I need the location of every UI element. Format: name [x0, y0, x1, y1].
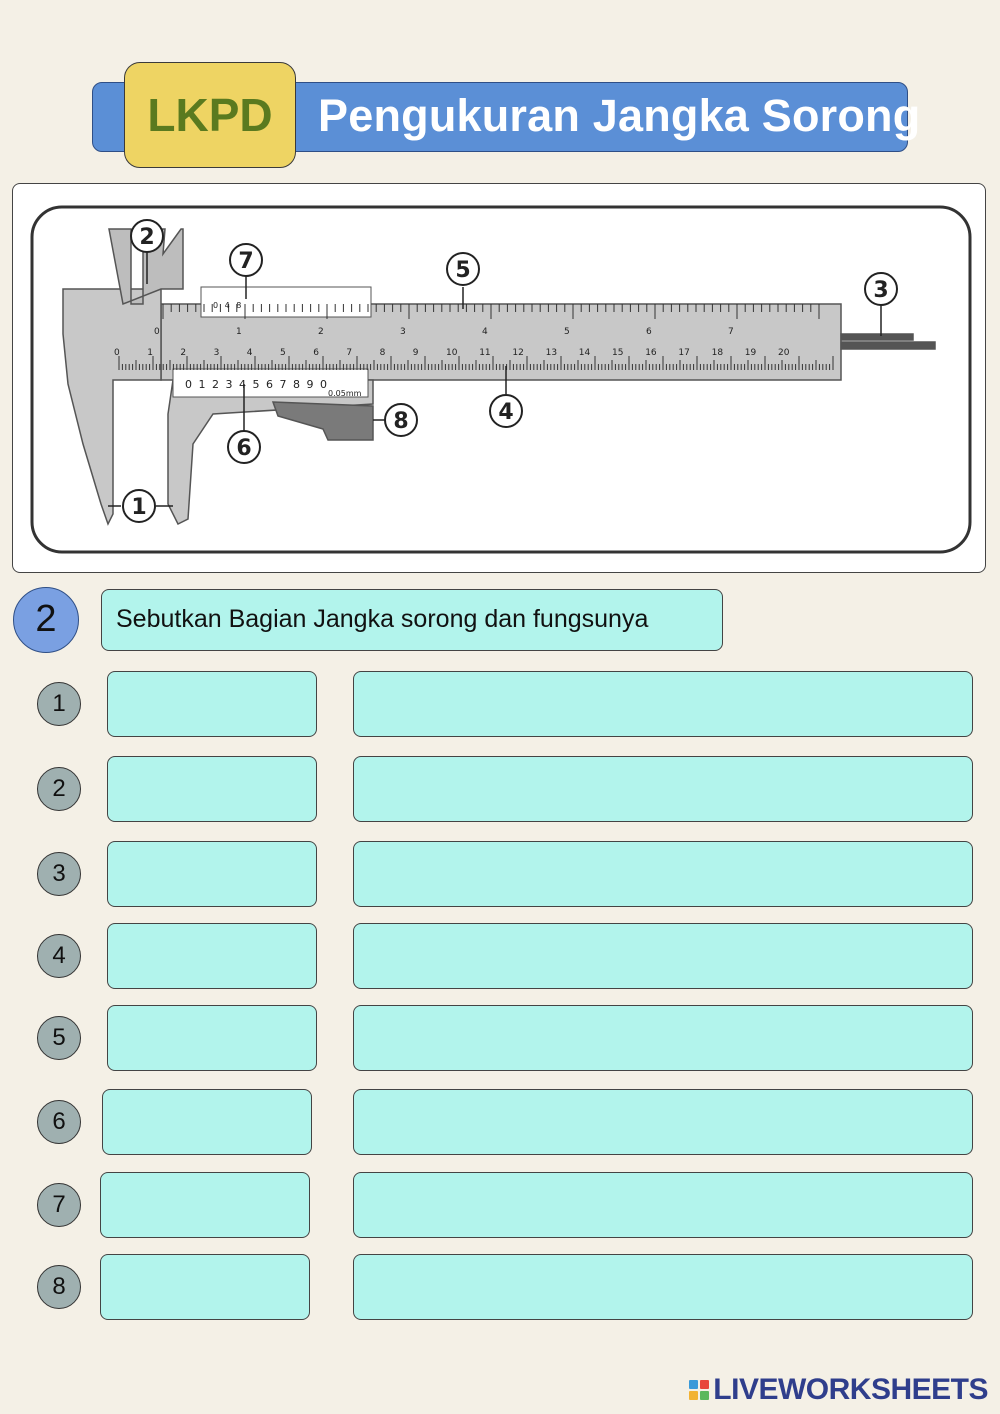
- vernier-top-label: 0 4 8: [213, 301, 244, 310]
- vernier-caliper-diagram: [13, 184, 985, 572]
- bottom-scale-label: 9: [412, 348, 419, 358]
- bottom-scale-label: 11: [479, 348, 491, 358]
- row-number-1: 1: [37, 682, 81, 726]
- part-name-input-6[interactable]: [102, 1089, 312, 1155]
- row-number-7: 7: [37, 1183, 81, 1227]
- bottom-scale-label: 10: [446, 348, 458, 358]
- bottom-scale-label: 3: [213, 348, 220, 358]
- question-number: 2: [13, 587, 79, 653]
- bottom-scale-label: 6: [313, 348, 319, 358]
- callout-7: [230, 244, 262, 276]
- bottom-scale-label: 17: [678, 348, 690, 358]
- part-function-input-7[interactable]: [353, 1172, 973, 1238]
- depth-rod: [841, 334, 913, 340]
- part-function-input-2[interactable]: [353, 756, 973, 822]
- svg-text:1: 1: [131, 495, 147, 520]
- part-function-input-1[interactable]: [353, 671, 973, 737]
- svg-text:5: 5: [455, 258, 471, 283]
- bottom-scale-label: 14: [578, 348, 591, 358]
- row-number-4: 4: [37, 934, 81, 978]
- liveworksheets-brand: [689, 1372, 988, 1408]
- svg-text:6: 6: [236, 436, 252, 461]
- top-scale-label: 6: [646, 327, 652, 337]
- top-scale-label: 2: [318, 327, 324, 337]
- liveworksheets-logo-icon: [689, 1380, 709, 1400]
- callout-6: [228, 431, 260, 463]
- part-function-input-6[interactable]: [353, 1089, 973, 1155]
- svg-text:8: 8: [393, 409, 409, 434]
- part-name-input-8[interactable]: [100, 1254, 310, 1320]
- callout-5: [447, 253, 479, 285]
- part-name-input-5[interactable]: [107, 1005, 317, 1071]
- bottom-scale-label: 4: [246, 348, 253, 358]
- row-number-5: 5: [37, 1016, 81, 1060]
- part-name-input-2[interactable]: [107, 756, 317, 822]
- callout-2: [131, 220, 163, 252]
- bottom-scale-label: 0: [114, 348, 120, 358]
- bottom-scale-label: 8: [379, 348, 386, 358]
- part-name-input-3[interactable]: [107, 841, 317, 907]
- top-scale-label: 7: [728, 327, 734, 337]
- part-function-input-4[interactable]: [353, 923, 973, 989]
- bottom-scale-label: 19: [744, 348, 757, 358]
- bottom-scale-label: 2: [180, 348, 187, 358]
- row-number-2: 2: [37, 767, 81, 811]
- top-scale-label: 3: [400, 327, 406, 337]
- bottom-scale-label: 12: [512, 348, 524, 358]
- part-name-input-4[interactable]: [107, 923, 317, 989]
- caliper-image-panel: [12, 183, 986, 573]
- top-scale-label: 0: [154, 327, 160, 337]
- bottom-scale-label: 7: [346, 348, 353, 358]
- callout-8: [385, 404, 417, 436]
- callout-3: [865, 273, 897, 305]
- part-function-input-3[interactable]: [353, 841, 973, 907]
- question-text: Sebutkan Bagian Jangka sorong dan fungsunya: [101, 589, 723, 651]
- bottom-scale-label: 16: [645, 348, 657, 358]
- precision-label: 0.05mm: [328, 389, 362, 398]
- callout-1: [123, 490, 155, 522]
- svg-text:3: 3: [873, 278, 889, 303]
- bottom-scale-label: 15: [612, 348, 624, 358]
- brand-text: LIVEWORKSHEETS: [713, 1373, 988, 1406]
- lkpd-badge: LKPD: [124, 62, 296, 168]
- svg-text:2: 2: [139, 225, 155, 250]
- part-name-input-1[interactable]: [107, 671, 317, 737]
- bottom-scale-label: 1: [147, 348, 153, 358]
- row-number-6: 6: [37, 1100, 81, 1144]
- bottom-scale-label: 13: [545, 348, 558, 358]
- top-scale-label: 5: [564, 327, 570, 337]
- row-number-8: 8: [37, 1265, 81, 1309]
- vernier-bottom-label: 0 1 2 3 4 5 6 7 8 9 0: [185, 378, 329, 391]
- page-title: Pengukuran Jangka Sorong: [318, 90, 921, 141]
- part-function-input-8[interactable]: [353, 1254, 973, 1320]
- svg-text:4: 4: [498, 400, 514, 425]
- part-function-input-5[interactable]: [353, 1005, 973, 1071]
- svg-text:7: 7: [238, 249, 254, 274]
- bottom-scale-label: 18: [711, 348, 724, 358]
- bottom-scale-label: 20: [778, 348, 790, 358]
- part-name-input-7[interactable]: [100, 1172, 310, 1238]
- row-number-3: 3: [37, 852, 81, 896]
- callout-4: [490, 395, 522, 427]
- top-scale-label: 1: [236, 327, 242, 337]
- top-scale-label: 4: [482, 327, 488, 337]
- bottom-scale-label: 5: [280, 348, 286, 358]
